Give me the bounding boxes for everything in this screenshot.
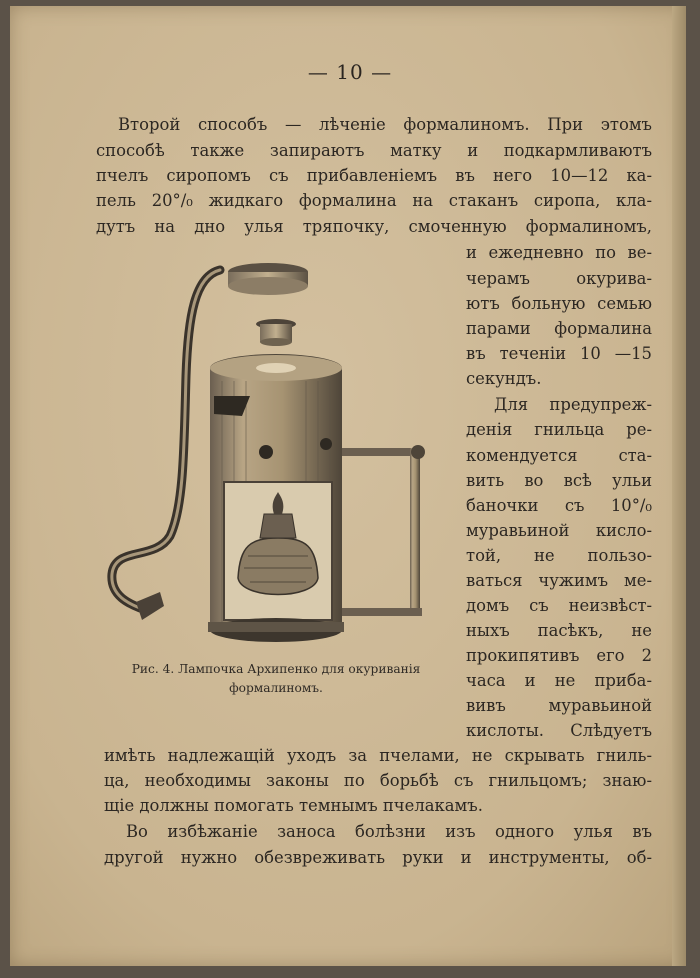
text-line: Второй способъ — лѣченіе формалиномъ. При этомъ xyxy=(118,115,652,134)
lamp-illustration xyxy=(100,256,450,656)
text-line: щіе должны помогать темнымъ пчелакамъ. xyxy=(104,796,483,815)
text-line: Во избѣжаніе заноса болѣзни изъ одного улья въ xyxy=(126,822,652,841)
side-text-line: въ теченіи 10 —15 xyxy=(466,344,652,363)
page-edge xyxy=(672,6,686,966)
side-text-line: ютъ больную семью xyxy=(466,294,652,313)
side-text-line: черамъ окурива- xyxy=(466,269,652,288)
side-text-line: муравьиной кисло- xyxy=(466,521,652,540)
side-text-line: той, не пользо- xyxy=(466,546,652,565)
side-text-line: секундъ. xyxy=(466,369,542,388)
side-text-line: парами формалина xyxy=(466,319,652,338)
text-line: пель 20°/₀ жидкаго формалина на стаканъ сиропа, кла- xyxy=(96,191,652,210)
side-text-line: комендуется ста- xyxy=(466,446,652,465)
side-text-line: вивъ муравьиной xyxy=(466,696,652,715)
side-text-line: часа и не приба- xyxy=(466,671,652,690)
side-text-line: ныхъ пасѣкъ, не xyxy=(466,621,652,640)
side-text-line: денія гнильца ре- xyxy=(466,420,652,439)
text-line: дутъ на дно улья тряпочку, смоченную формалиномъ, xyxy=(96,217,652,236)
page-number: — 10 — xyxy=(307,60,393,84)
side-text-line: Для предупреж- xyxy=(494,395,652,414)
text-line: способѣ также запираютъ матку и подкармливаютъ xyxy=(96,141,652,160)
text-line: другой нужно обезвреживать руки и инструменты, об- xyxy=(104,848,652,867)
side-text-line: кислоты. Слѣдуетъ xyxy=(466,721,652,740)
side-text-line: домъ съ неизвѣст- xyxy=(466,596,652,615)
text-line: ца, необходимы законы по борьбѣ съ гнильцомъ; знаю- xyxy=(104,771,652,790)
side-text-line: баночки съ 10°/₀ xyxy=(466,496,652,515)
side-text-line: вить во всѣ ульи xyxy=(466,471,652,490)
figure-caption-line: Рис. 4. Лампочка Архипенко для окуриванія xyxy=(131,662,421,676)
text-line: имѣть надлежащій уходъ за пчелами, не скрывать гниль- xyxy=(104,746,652,765)
side-text-line: прокипятивъ его 2 xyxy=(466,646,652,665)
side-text-line: и ежедневно по ве- xyxy=(466,243,652,262)
text-line: пчелъ сиропомъ съ прибавленіемъ въ него 10—12 ка- xyxy=(96,166,652,185)
side-text-line: ваться чужимъ ме- xyxy=(466,571,652,590)
figure-caption-line: формалиномъ. xyxy=(229,681,323,695)
